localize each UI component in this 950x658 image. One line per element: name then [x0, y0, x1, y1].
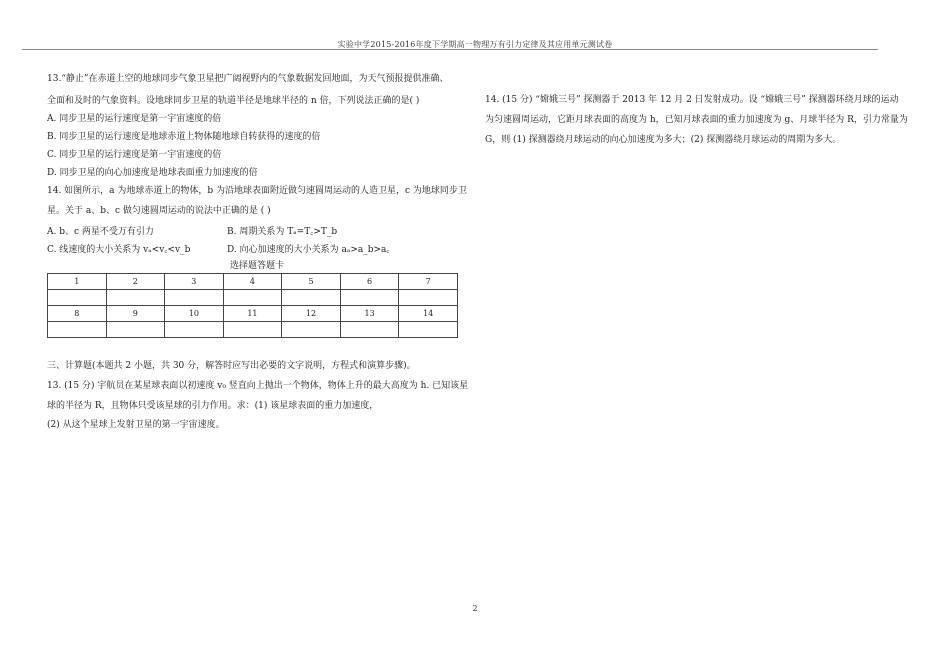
- answer-card-blank[interactable]: [399, 290, 458, 306]
- answer-card-blank[interactable]: [282, 290, 341, 306]
- answer-card-cell: 1: [48, 274, 107, 290]
- answer-card-cell: 5: [282, 274, 341, 290]
- answer-card-cell: 2: [106, 274, 165, 290]
- answer-card-cell: 7: [399, 274, 458, 290]
- calc-q13-line1: 13. (15 分) 宇航员在某星球表面以初速度 v₀ 竖直向上抛出一个物体，物体上升的最大高度为 h. 已知该星: [47, 381, 469, 391]
- q14-option-b: B. 周期关系为 Tₐ=T꜀>T_b: [227, 227, 338, 237]
- section-3-heading: 三、计算题(本题共 2 小题，共 30 分，解答时应写出必要的文字说明，方程式和演算步骤)。: [47, 361, 416, 371]
- page-number: 2: [472, 604, 478, 613]
- header-title: 实验中学2015-2016年度下学期高一物理万有引力定律及其应用单元测试卷: [337, 40, 613, 49]
- answer-card-row-numbers-2: [48, 306, 458, 322]
- q14-stem-line2: 星。关于 a、b、c 做匀速圆周运动的说法中正确的是 ( ): [47, 206, 271, 216]
- q13-stem-line1: 13.“静止”在赤道上空的地球同步气象卫星把广阔视野内的气象数据发回地面，为天气预报提供准确、: [47, 74, 449, 84]
- answer-card-row-blank-1: [48, 290, 458, 306]
- calc-q13-line3: (2) 从这个星球上发射卫星的第一宇宙速度。: [47, 420, 225, 430]
- q13-option-c: C. 同步卫星的运行速度是第一宇宙速度的倍: [47, 150, 222, 160]
- header-divider: [22, 49, 878, 50]
- answer-card-cell: 9: [106, 306, 165, 322]
- answer-card-cell: 6: [340, 274, 399, 290]
- answer-card-row-blank-2: [48, 322, 458, 338]
- calc-q13-line2: 球的半径为 R，且物体只受该星球的引力作用。求：(1) 该星球表面的重力加速度，: [47, 401, 379, 411]
- answer-card-cell: 10: [165, 306, 224, 322]
- q14-option-a: A. b、c 两星不受万有引力: [47, 227, 154, 237]
- answer-card-cell: 12: [282, 306, 341, 322]
- answer-card-blank[interactable]: [340, 290, 399, 306]
- q13-option-b: B. 同步卫星的运行速度是地球赤道上物体随地球自转获得的速度的倍: [47, 132, 321, 142]
- answer-card-cell: 8: [48, 306, 107, 322]
- answer-card-blank[interactable]: [399, 322, 458, 338]
- answer-card-blank[interactable]: [282, 322, 341, 338]
- answer-card-blank[interactable]: [48, 322, 107, 338]
- q14-stem-line1: 14. 如图所示，a 为地球赤道上的物体，b 为沿地球表面附近做匀速圆周运动的人造卫星，c 为地球同步卫: [47, 186, 467, 196]
- q13-stem-line2: 全面和及时的气象资料。设地球同步卫星的轨道半径是地球半径的 n 倍，下列说法正确的是( ): [47, 96, 420, 106]
- answer-card-cell: 4: [223, 274, 282, 290]
- answer-card-cell: 14: [399, 306, 458, 322]
- answer-card-blank[interactable]: [340, 322, 399, 338]
- q14-option-d: D. 向心加速度的大小关系为 aₐ>a_b>a꜀: [227, 245, 390, 255]
- answer-card-blank[interactable]: [223, 322, 282, 338]
- calc-q14-line2: 为匀速圆周运动，它距月球表面的高度为 h，已知月球表面的重力加速度为 g、月球半径为 R，引力常量为: [485, 115, 908, 125]
- answer-card-blank[interactable]: [48, 290, 107, 306]
- calc-q14-line3: G，则 (1) 探测器绕月球运动的向心加速度为多大；(2) 探测器绕月球运动的周期为多大。: [485, 135, 842, 145]
- answer-card-blank[interactable]: [223, 290, 282, 306]
- answer-card-table: [47, 273, 458, 338]
- answer-card-cell: 13: [340, 306, 399, 322]
- q13-option-a: A. 同步卫星的运行速度是第一宇宙速度的倍: [47, 114, 222, 124]
- answer-card-blank[interactable]: [106, 322, 165, 338]
- answer-card-cell: 3: [165, 274, 224, 290]
- answer-card-blank[interactable]: [106, 290, 165, 306]
- answer-card-caption: 选择题答题卡: [229, 261, 284, 271]
- q14-option-c: C. 线速度的大小关系为 vₐ<v꜀<v_b: [47, 245, 191, 255]
- q13-option-d: D. 同步卫星的向心加速度是地球表面重力加速度的倍: [47, 168, 258, 178]
- answer-card-blank[interactable]: [165, 322, 224, 338]
- answer-card-cell: 11: [223, 306, 282, 322]
- answer-card-row-numbers-1: [48, 274, 458, 290]
- answer-card-blank[interactable]: [165, 290, 224, 306]
- calc-q14-line1: 14. (15 分) “嫦娥三号” 探测器于 2013 年 12 月 2 日发射成功。设 “嫦娥三号” 探测器环绕月球的运动: [485, 95, 899, 105]
